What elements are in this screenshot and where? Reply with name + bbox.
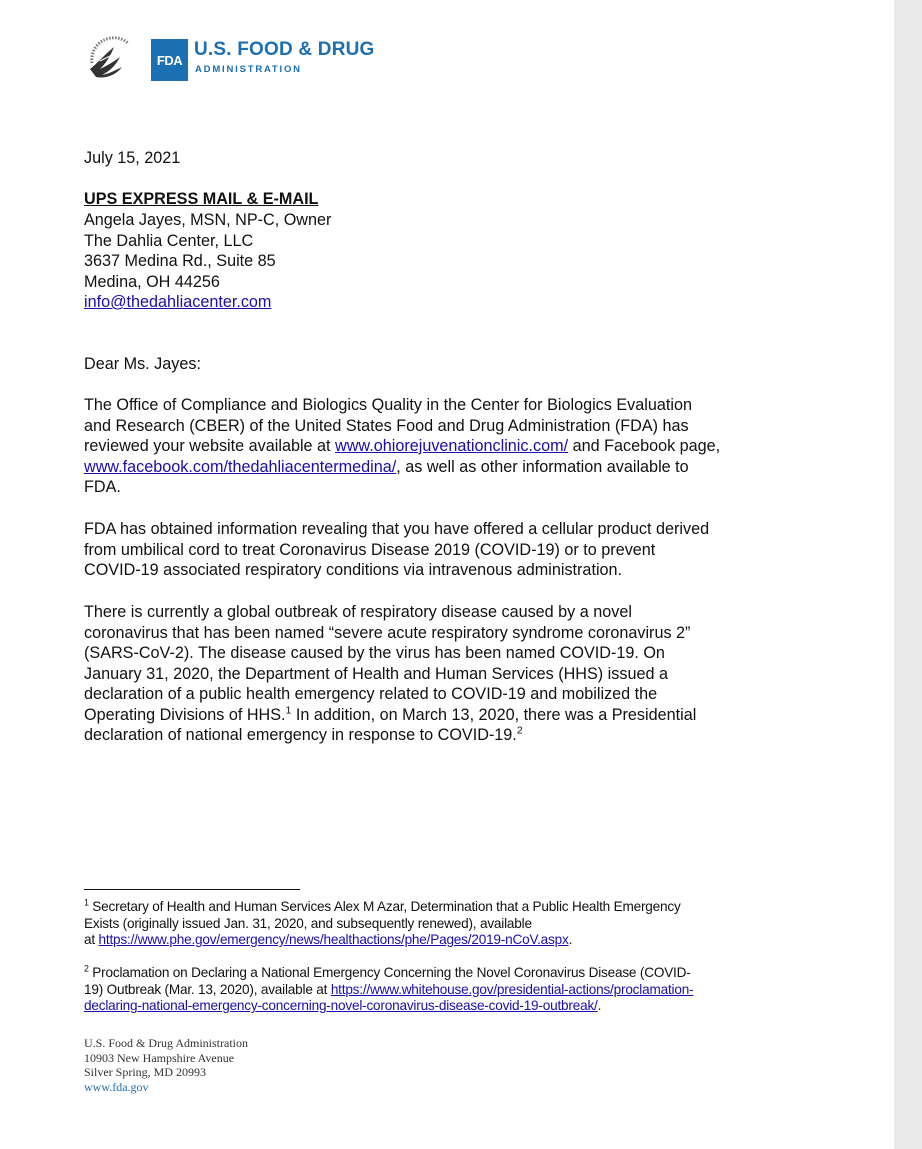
recipient-email-link[interactable]: info@thedahliacenter.com bbox=[84, 293, 272, 311]
footnote-line: $^2$ Proclamation on Declaring a National Emergency Concerning the Novel Coronavirus Disease (COVID- bbox=[84, 963, 691, 980]
whitehouse-link-cont[interactable]: declaring-national-emergency-concerning-novel-coronavirus-disease-covid-19-outbreak/ bbox=[84, 998, 598, 1013]
footer-website[interactable]: www.fda.gov bbox=[84, 1079, 149, 1094]
paragraph-3 bbox=[84, 602, 696, 746]
facebook-link[interactable]: www.facebook.com/thedahliacentermedina/ bbox=[84, 457, 397, 476]
recipient-company: The Dahlia Center, LLC bbox=[84, 231, 254, 250]
paragraph-1 bbox=[84, 395, 720, 498]
paragraph-line: declaration of a public health emergency related to COVID-19 and mobilized the bbox=[84, 685, 658, 703]
recipient-name: Angela Jayes, MSN, NP-C, Owner bbox=[84, 211, 332, 229]
salutation: Dear Ms. Jayes: bbox=[84, 355, 201, 373]
paragraph-line: FDA. bbox=[84, 478, 121, 496]
footnote-1 bbox=[84, 899, 681, 949]
whitehouse-link[interactable]: https://www.whitehouse.gov/presidential-actions/proclamation- bbox=[330, 981, 694, 997]
footer-street: 10903 New Hampshire Avenue bbox=[84, 1050, 235, 1065]
footer-city: Silver Spring, MD 20993 bbox=[84, 1065, 207, 1079]
paragraph-line: FDA has obtained information revealing that you have offered a cellular product derived bbox=[84, 520, 710, 538]
viewer-side-panel bbox=[894, 0, 922, 1149]
phe-link[interactable]: https://www.phe.gov/emergency/news/healthactions/phe/Pages/2019-nCoV.aspx bbox=[98, 932, 569, 947]
recipient-street: 3637 Medina Rd., Suite 85 bbox=[84, 252, 276, 270]
footnote-line: at https://www.phe.gov/emergency/news/healthactions/phe/Pages/2019-nCoV.aspx. bbox=[84, 932, 573, 947]
paragraph-line: (SARS-CoV-2). The disease caused by the virus has been named COVID-19. On bbox=[84, 644, 665, 662]
page-footer bbox=[84, 1036, 248, 1094]
paragraph-line: January 31, 2020, the Department of Health and Human Services (HHS) issued a bbox=[84, 664, 668, 683]
footnote-ref-1[interactable]: 1 bbox=[285, 704, 292, 717]
recipient-city: Medina, OH 44256 bbox=[84, 272, 220, 291]
delivery-method: UPS EXPRESS MAIL & E-MAIL bbox=[84, 190, 319, 208]
agency-name: U.S. FOOD & DRUG bbox=[194, 39, 375, 60]
paragraph-2 bbox=[84, 519, 709, 581]
letter-date: July 15, 2021 bbox=[84, 149, 181, 167]
paragraph-line: There is currently a global outbreak of respiratory disease caused by a novel bbox=[84, 603, 632, 621]
footnote-number: 1 bbox=[84, 897, 89, 908]
website-link[interactable]: www.ohiorejuvenationclinic.com/ bbox=[335, 437, 569, 455]
agency-subname: ADMINISTRATION bbox=[195, 64, 302, 75]
footnote-ref-2[interactable]: 2 bbox=[516, 724, 523, 737]
footer-agency: U.S. Food & Drug Administration bbox=[84, 1036, 249, 1050]
footnote-line: $^1$ Secretary of Health and Human Services Alex M Azar, Determination that a Public Health Emergency bbox=[84, 897, 681, 914]
paragraph-line: declaration of national emergency in response to COVID-19.$^2$ bbox=[84, 724, 523, 744]
paragraph-line: The Office of Compliance and Biologics Quality in the Center for Biologics Evaluation bbox=[84, 396, 692, 414]
footnote-2 bbox=[84, 965, 693, 1015]
recipient-address bbox=[84, 210, 331, 313]
footnote-number: 2 bbox=[84, 963, 89, 974]
paragraph-line: Operating Divisions of HHS.$^1$ In addition, on March 13, 2020, there was a Presidential bbox=[84, 704, 697, 724]
paragraph-line: COVID-19 associated respiratory conditions via intravenous administration. bbox=[84, 561, 623, 579]
fda-logo-box: FDA bbox=[151, 39, 188, 81]
footnote-line: Exists (originally issued Jan. 31, 2020, and subsequently renewed), available bbox=[84, 915, 532, 931]
paragraph-line: from umbilical cord to treat Coronavirus Disease 2019 (COVID-19) or to prevent bbox=[84, 540, 656, 559]
paragraph-line: www.facebook.com/thedahliacentermedina/, as well as other information available to bbox=[84, 457, 689, 476]
footnote-line: 19) Outbreak (Mar. 13, 2020), available at https://www.whitehouse.gov/presidential-actions/proclamation- bbox=[84, 981, 694, 997]
footnote-line: declaring-national-emergency-concerning-novel-coronavirus-disease-covid-19-outbreak/. bbox=[84, 998, 602, 1013]
footnote-divider bbox=[84, 889, 300, 890]
paragraph-line: and Research (CBER) of the United States Food and Drug Administration (FDA) has bbox=[84, 416, 689, 435]
paragraph-line: reviewed your website available at www.ohiorejuvenationclinic.com/ and Facebook page, bbox=[84, 437, 721, 455]
hhs-seal-icon bbox=[84, 33, 138, 83]
paragraph-line: coronavirus that has been named “severe acute respiratory syndrome coronavirus 2” bbox=[84, 623, 691, 642]
